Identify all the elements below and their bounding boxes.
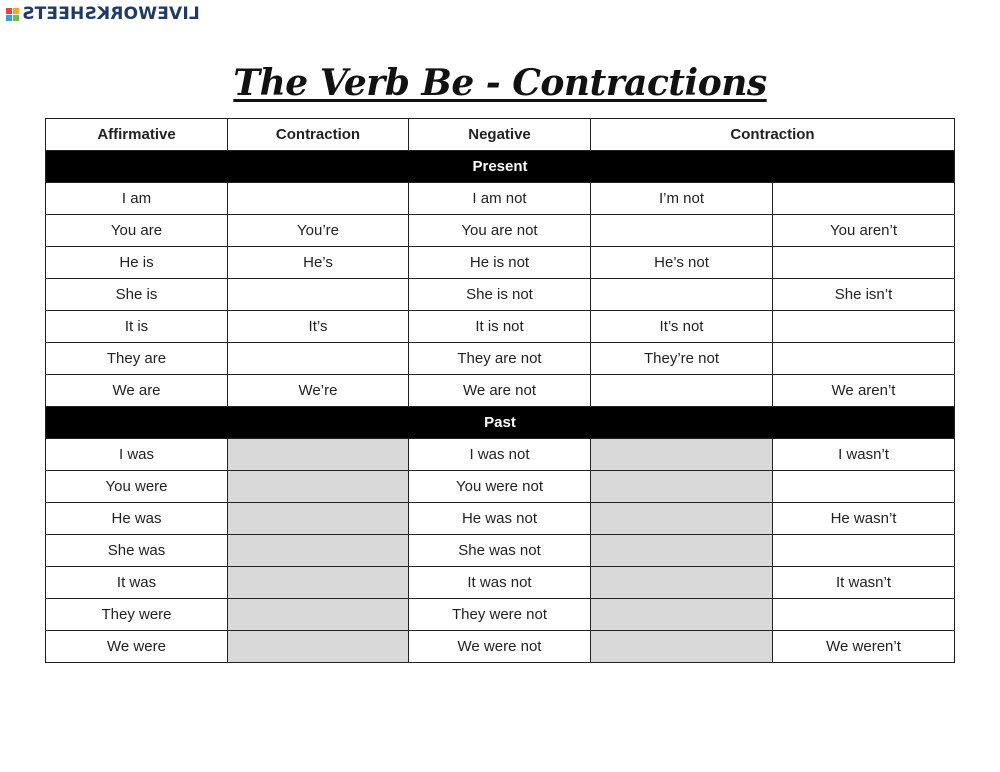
header-negative: Negative xyxy=(409,119,591,151)
liveworksheets-logo xyxy=(6,4,200,24)
answer-cell[interactable] xyxy=(773,247,955,279)
answer-cell[interactable] xyxy=(591,471,773,503)
answer-cell[interactable] xyxy=(773,535,955,567)
answer-cell[interactable] xyxy=(591,567,773,599)
table-cell: It’s not xyxy=(591,311,773,343)
answer-cell[interactable] xyxy=(228,503,409,535)
table-row xyxy=(46,439,955,471)
table-row xyxy=(46,535,955,567)
table-row xyxy=(46,503,955,535)
answer-cell[interactable] xyxy=(591,631,773,663)
section-past xyxy=(46,407,955,439)
table-cell: We weren’t xyxy=(773,631,955,663)
page-title: The Verb Be - Contractions xyxy=(233,62,767,104)
answer-cell[interactable] xyxy=(228,471,409,503)
answer-cell[interactable] xyxy=(591,279,773,311)
section-present xyxy=(46,151,955,183)
answer-cell[interactable] xyxy=(228,535,409,567)
table-cell: They’re not xyxy=(591,343,773,375)
answer-cell[interactable] xyxy=(228,599,409,631)
table-cell: She was not xyxy=(409,535,591,567)
table-row xyxy=(46,599,955,631)
table-cell: He is not xyxy=(409,247,591,279)
table-cell: We were not xyxy=(409,631,591,663)
table-cell: It wasn’t xyxy=(773,567,955,599)
answer-cell[interactable] xyxy=(228,279,409,311)
table-cell: She is xyxy=(46,279,228,311)
table-row xyxy=(46,279,955,311)
answer-cell[interactable] xyxy=(591,215,773,247)
table-cell: He’s not xyxy=(591,247,773,279)
logo-block-green xyxy=(13,15,19,21)
table-row xyxy=(46,215,955,247)
table-cell: It was not xyxy=(409,567,591,599)
answer-cell[interactable] xyxy=(228,439,409,471)
table-cell: He was not xyxy=(409,503,591,535)
logo-block-orange xyxy=(13,8,19,14)
table-cell: We are not xyxy=(409,375,591,407)
answer-cell[interactable] xyxy=(773,471,955,503)
table-cell: It is not xyxy=(409,311,591,343)
table-cell: They are xyxy=(46,343,228,375)
answer-cell[interactable] xyxy=(773,343,955,375)
table-row xyxy=(46,183,955,215)
table-cell: I am not xyxy=(409,183,591,215)
answer-cell[interactable] xyxy=(591,503,773,535)
table-row xyxy=(46,375,955,407)
table-cell: I am xyxy=(46,183,228,215)
answer-cell[interactable] xyxy=(228,343,409,375)
table-row xyxy=(46,343,955,375)
answer-cell[interactable] xyxy=(591,535,773,567)
table-cell: I was xyxy=(46,439,228,471)
answer-cell[interactable] xyxy=(773,599,955,631)
header-contraction: Contraction xyxy=(228,119,409,151)
table-cell: I’m not xyxy=(591,183,773,215)
table-cell: I wasn’t xyxy=(773,439,955,471)
table-cell: You aren’t xyxy=(773,215,955,247)
section-present-label: Present xyxy=(46,151,955,183)
answer-cell[interactable] xyxy=(228,631,409,663)
answer-cell[interactable] xyxy=(591,599,773,631)
table-cell: It’s xyxy=(228,311,409,343)
table-row xyxy=(46,567,955,599)
answer-cell[interactable] xyxy=(591,439,773,471)
table-cell: She is not xyxy=(409,279,591,311)
table-cell: He was xyxy=(46,503,228,535)
table-cell: It is xyxy=(46,311,228,343)
answer-cell[interactable] xyxy=(591,375,773,407)
table-cell: He wasn’t xyxy=(773,503,955,535)
table-cell: We’re xyxy=(228,375,409,407)
logo-block-blue xyxy=(6,15,12,21)
table-cell: I was not xyxy=(409,439,591,471)
table-cell: She isn’t xyxy=(773,279,955,311)
logo-blocks-icon xyxy=(6,8,19,21)
table-row xyxy=(46,247,955,279)
answer-cell[interactable] xyxy=(228,567,409,599)
table-cell: He’s xyxy=(228,247,409,279)
table-cell: We are xyxy=(46,375,228,407)
table-cell: You were not xyxy=(409,471,591,503)
header-row xyxy=(46,119,955,151)
answer-cell[interactable] xyxy=(773,311,955,343)
contractions-table xyxy=(45,118,955,663)
table-cell: They were xyxy=(46,599,228,631)
table-cell: They were not xyxy=(409,599,591,631)
table-cell: It was xyxy=(46,567,228,599)
answer-cell[interactable] xyxy=(228,183,409,215)
answer-cell[interactable] xyxy=(773,183,955,215)
table-cell: She was xyxy=(46,535,228,567)
table-cell: We aren’t xyxy=(773,375,955,407)
section-past-label: Past xyxy=(46,407,955,439)
table-cell: They are not xyxy=(409,343,591,375)
logo-block-red xyxy=(6,8,12,14)
table-row xyxy=(46,471,955,503)
table-cell: You are not xyxy=(409,215,591,247)
table-cell: You are xyxy=(46,215,228,247)
table-cell: You were xyxy=(46,471,228,503)
table-row xyxy=(46,311,955,343)
table-row xyxy=(46,631,955,663)
table-cell: You’re xyxy=(228,215,409,247)
header-affirmative: Affirmative xyxy=(46,119,228,151)
logo-text: LIVEWORKSHEETS xyxy=(22,4,200,24)
table-cell: We were xyxy=(46,631,228,663)
header-negative-contraction: Contraction xyxy=(591,119,955,151)
table-cell: He is xyxy=(46,247,228,279)
